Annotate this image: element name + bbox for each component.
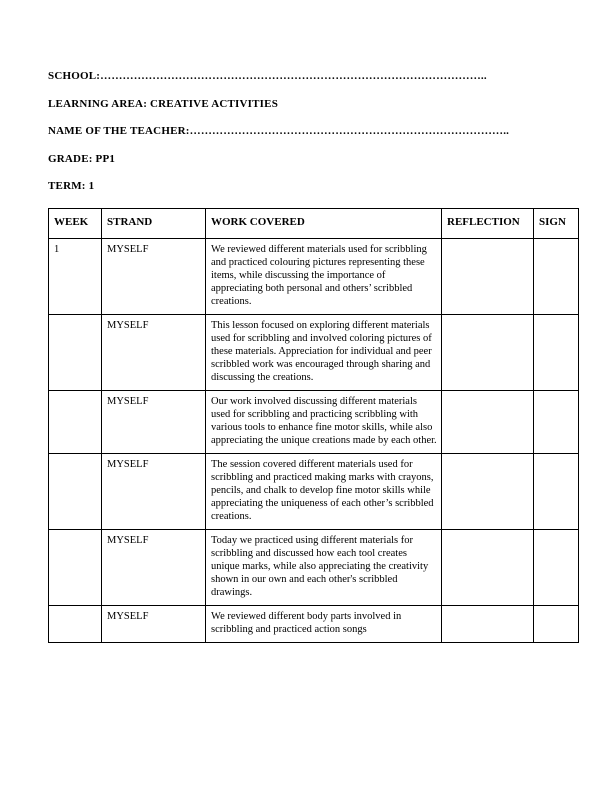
- sign-cell: [534, 529, 579, 605]
- reflection-cell: [442, 314, 534, 390]
- grade-line: GRADE: PP1: [48, 152, 116, 165]
- table-header-row: [49, 208, 579, 238]
- col-header-strand: STRAND: [102, 208, 206, 238]
- strand-cell: MYSELF: [102, 529, 206, 605]
- table-row: [49, 453, 579, 529]
- work-covered-cell: We reviewed different materials used for scribbling and practiced colouring pictures representing these items, while discussing the importance of appreciating both personal and others’ scribbled creations.: [206, 238, 442, 314]
- reflection-cell: [442, 238, 534, 314]
- work-covered-cell: Today we practiced using different materials for scribbling and discussed how each tool creates unique marks, while also appreciating the creativity shown in our own and each other's scribbled drawings.: [206, 529, 442, 605]
- col-header-week: WEEK: [49, 208, 102, 238]
- sign-cell: [534, 314, 579, 390]
- table-row: [49, 314, 579, 390]
- col-header-sign: SIGN: [534, 208, 579, 238]
- sign-cell: [534, 453, 579, 529]
- week-cell: [49, 605, 102, 642]
- schedule-table: [48, 208, 579, 643]
- table-row: [49, 390, 579, 453]
- work-covered-cell: The session covered different materials used for scribbling and practiced making marks with crayons, pencils, and chalk to develop fine motor skills while appreciating the uniqueness of each other’s scribbled creations.: [206, 453, 442, 529]
- reflection-cell: [442, 453, 534, 529]
- strand-cell: MYSELF: [102, 238, 206, 314]
- reflection-cell: [442, 390, 534, 453]
- strand-cell: MYSELF: [102, 605, 206, 642]
- strand-cell: MYSELF: [102, 390, 206, 453]
- reflection-cell: [442, 605, 534, 642]
- schedule-table-body: [49, 238, 579, 642]
- learning-area-line: LEARNING AREA: CREATIVE ACTIVITIES: [48, 97, 279, 110]
- sign-cell: [534, 238, 579, 314]
- work-covered-cell: Our work involved discussing different materials used for scribbling and practicing scribbling with various tools to enhance fine motor skills, while also appreciating the unique creations made by each other.: [206, 390, 442, 453]
- reflection-cell: [442, 529, 534, 605]
- week-cell: [49, 314, 102, 390]
- strand-cell: MYSELF: [102, 453, 206, 529]
- table-row: [49, 605, 579, 642]
- table-row: [49, 238, 579, 314]
- week-cell: 1: [49, 238, 102, 314]
- sign-cell: [534, 390, 579, 453]
- col-header-work-covered: WORK COVERED: [206, 208, 442, 238]
- sign-cell: [534, 605, 579, 642]
- col-header-reflection: REFLECTION: [442, 208, 534, 238]
- document-header: [48, 70, 578, 192]
- week-cell: [49, 529, 102, 605]
- work-covered-cell: This lesson focused on exploring different materials used for scribbling and involved coloring pictures of these materials. Appreciation for individual and peer scribbled work was encouraged through sharing and discussing the creations.: [206, 314, 442, 390]
- work-covered-cell: We reviewed different body parts involved in scribbling and practiced action songs: [206, 605, 442, 642]
- school-line: SCHOOL:…………………………………………………………………………………………..: [48, 70, 487, 82]
- table-row: [49, 529, 579, 605]
- week-cell: [49, 453, 102, 529]
- strand-cell: MYSELF: [102, 314, 206, 390]
- term-line: TERM: 1: [48, 180, 95, 192]
- teacher-name-line: NAME OF THE TEACHER:…………………………………………………………………………..: [48, 125, 510, 137]
- week-cell: [49, 390, 102, 453]
